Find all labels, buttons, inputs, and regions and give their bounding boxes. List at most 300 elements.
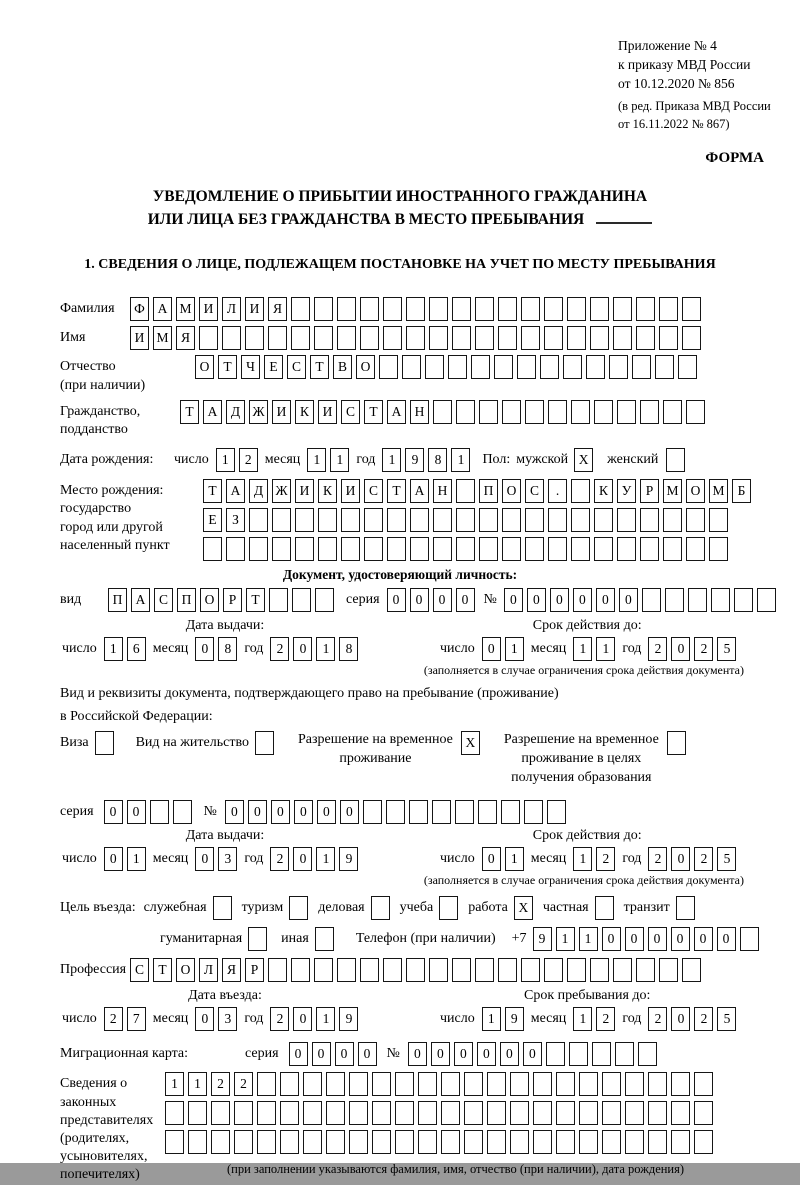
form-cell[interactable]: 0 (293, 1007, 312, 1031)
form-cell[interactable] (498, 958, 517, 982)
form-cell[interactable]: 0 (317, 800, 336, 824)
form-cell[interactable] (548, 508, 567, 532)
form-cell[interactable]: О (195, 355, 214, 379)
form-cell[interactable]: 0 (523, 1042, 542, 1066)
form-cell[interactable]: 8 (218, 637, 237, 661)
form-cell[interactable]: 0 (195, 637, 214, 661)
form-cell[interactable]: 0 (289, 1042, 308, 1066)
form-cell[interactable]: 0 (454, 1042, 473, 1066)
form-cell[interactable]: И (318, 400, 337, 424)
form-cell[interactable] (617, 537, 636, 561)
form-cell[interactable]: 0 (500, 1042, 519, 1066)
form-cell[interactable] (291, 297, 310, 321)
form-cell[interactable]: 3 (218, 1007, 237, 1031)
form-cell[interactable] (613, 958, 632, 982)
form-cell[interactable] (249, 508, 268, 532)
form-cell[interactable]: 0 (408, 1042, 427, 1066)
form-cell[interactable]: 0 (433, 588, 452, 612)
form-cell[interactable] (464, 1130, 483, 1154)
form-cell[interactable] (372, 1072, 391, 1096)
form-cell[interactable] (479, 537, 498, 561)
form-cell[interactable] (642, 588, 661, 612)
form-cell[interactable] (694, 1130, 713, 1154)
form-cell[interactable] (659, 326, 678, 350)
form-cell[interactable]: Р (640, 479, 659, 503)
form-cell[interactable] (571, 479, 590, 503)
form-cell[interactable] (213, 896, 232, 920)
form-cell[interactable]: О (502, 479, 521, 503)
form-cell[interactable] (571, 537, 590, 561)
form-cell[interactable]: 9 (339, 847, 358, 871)
form-cell[interactable]: 1 (573, 1007, 592, 1031)
form-cell[interactable] (95, 731, 114, 755)
form-cell[interactable]: Т (153, 958, 172, 982)
form-cell[interactable]: Я (176, 326, 195, 350)
form-cell[interactable]: 2 (270, 847, 289, 871)
form-cell[interactable]: 1 (505, 637, 524, 661)
form-cell[interactable] (379, 355, 398, 379)
form-cell[interactable] (544, 297, 563, 321)
form-cell[interactable]: С (130, 958, 149, 982)
form-cell[interactable] (456, 508, 475, 532)
form-cell[interactable] (280, 1101, 299, 1125)
form-cell[interactable] (395, 1130, 414, 1154)
form-cell[interactable] (579, 1101, 598, 1125)
form-cell[interactable]: 0 (312, 1042, 331, 1066)
form-cell[interactable]: 1 (505, 847, 524, 871)
form-cell[interactable] (659, 297, 678, 321)
form-cell[interactable] (452, 326, 471, 350)
form-cell[interactable] (272, 537, 291, 561)
form-cell[interactable]: К (295, 400, 314, 424)
form-cell[interactable]: 0 (477, 1042, 496, 1066)
form-cell[interactable]: С (364, 479, 383, 503)
form-cell[interactable]: 5 (717, 847, 736, 871)
form-cell[interactable] (740, 927, 759, 951)
form-cell[interactable] (613, 297, 632, 321)
form-cell[interactable] (487, 1072, 506, 1096)
form-cell[interactable]: 1 (482, 1007, 501, 1031)
form-cell[interactable] (609, 355, 628, 379)
temp-permit-checkbox[interactable] (461, 731, 480, 755)
form-cell[interactable] (452, 958, 471, 982)
form-cell[interactable]: 1 (127, 847, 146, 871)
form-cell[interactable] (269, 588, 288, 612)
form-cell[interactable] (671, 1072, 690, 1096)
form-cell[interactable] (510, 1101, 529, 1125)
form-cell[interactable] (636, 958, 655, 982)
form-cell[interactable]: 0 (410, 588, 429, 612)
form-cell[interactable] (602, 1101, 621, 1125)
form-cell[interactable] (625, 1072, 644, 1096)
form-cell[interactable] (590, 958, 609, 982)
form-cell[interactable]: Т (364, 400, 383, 424)
form-cell[interactable]: 0 (573, 588, 592, 612)
other-checkbox[interactable] (315, 927, 334, 951)
form-cell[interactable]: 2 (596, 847, 615, 871)
form-cell[interactable]: 1 (330, 448, 349, 472)
form-cell[interactable] (479, 400, 498, 424)
form-cell[interactable]: 2 (211, 1072, 230, 1096)
form-cell[interactable] (433, 400, 452, 424)
form-cell[interactable] (360, 958, 379, 982)
form-cell[interactable]: М (176, 297, 195, 321)
form-cell[interactable]: И (199, 297, 218, 321)
form-cell[interactable] (248, 927, 267, 951)
form-cell[interactable]: 0 (104, 800, 123, 824)
form-cell[interactable]: 2 (694, 637, 713, 661)
form-cell[interactable] (510, 1130, 529, 1154)
form-cell[interactable] (326, 1130, 345, 1154)
form-cell[interactable]: Я (268, 297, 287, 321)
form-cell[interactable] (494, 355, 513, 379)
form-cell[interactable] (640, 400, 659, 424)
form-cell[interactable]: 2 (648, 847, 667, 871)
form-cell[interactable]: 0 (127, 800, 146, 824)
form-cell[interactable]: 0 (293, 847, 312, 871)
form-cell[interactable]: 0 (648, 927, 667, 951)
form-cell[interactable] (429, 958, 448, 982)
form-cell[interactable] (291, 326, 310, 350)
form-cell[interactable] (640, 537, 659, 561)
form-cell[interactable] (586, 355, 605, 379)
form-cell[interactable]: Т (218, 355, 237, 379)
form-cell[interactable] (487, 1130, 506, 1154)
form-cell[interactable]: У (617, 479, 636, 503)
form-cell[interactable] (556, 1101, 575, 1125)
form-cell[interactable] (533, 1101, 552, 1125)
form-cell[interactable] (410, 537, 429, 561)
form-cell[interactable] (387, 508, 406, 532)
form-cell[interactable] (364, 508, 383, 532)
form-cell[interactable] (540, 355, 559, 379)
form-cell[interactable] (521, 958, 540, 982)
form-cell[interactable] (567, 297, 586, 321)
form-cell[interactable] (337, 297, 356, 321)
form-cell[interactable] (337, 326, 356, 350)
form-cell[interactable] (547, 800, 566, 824)
form-cell[interactable]: М (663, 479, 682, 503)
form-cell[interactable] (257, 1130, 276, 1154)
form-cell[interactable] (165, 1130, 184, 1154)
form-cell[interactable]: 0 (358, 1042, 377, 1066)
form-cell[interactable] (676, 896, 695, 920)
form-cell[interactable]: 2 (648, 637, 667, 661)
form-cell[interactable]: П (479, 479, 498, 503)
form-cell[interactable]: 2 (596, 1007, 615, 1031)
form-cell[interactable]: О (176, 958, 195, 982)
form-cell[interactable]: Ж (272, 479, 291, 503)
form-cell[interactable]: 5 (717, 637, 736, 661)
form-cell[interactable] (569, 1042, 588, 1066)
form-cell[interactable] (318, 537, 337, 561)
form-cell[interactable]: 1 (316, 1007, 335, 1031)
form-cell[interactable] (372, 1130, 391, 1154)
form-cell[interactable] (671, 1130, 690, 1154)
form-cell[interactable] (315, 927, 334, 951)
form-cell[interactable] (406, 297, 425, 321)
form-cell[interactable] (360, 297, 379, 321)
form-cell[interactable]: А (153, 297, 172, 321)
form-cell[interactable]: 3 (218, 847, 237, 871)
form-cell[interactable] (548, 537, 567, 561)
form-cell[interactable]: 0 (335, 1042, 354, 1066)
form-cell[interactable]: 0 (456, 588, 475, 612)
form-cell[interactable]: 0 (431, 1042, 450, 1066)
male-checkbox[interactable] (574, 448, 593, 472)
form-cell[interactable] (682, 297, 701, 321)
form-cell[interactable] (671, 1101, 690, 1125)
form-cell[interactable] (659, 958, 678, 982)
form-cell[interactable]: 0 (340, 800, 359, 824)
form-cell[interactable] (502, 508, 521, 532)
form-cell[interactable]: 1 (382, 448, 401, 472)
form-cell[interactable]: Е (203, 508, 222, 532)
form-cell[interactable]: 9 (533, 927, 552, 951)
form-cell[interactable]: И (295, 479, 314, 503)
form-cell[interactable] (590, 297, 609, 321)
form-cell[interactable] (498, 326, 517, 350)
form-cell[interactable] (636, 297, 655, 321)
form-cell[interactable] (617, 400, 636, 424)
form-cell[interactable] (341, 537, 360, 561)
form-cell[interactable]: 2 (239, 448, 258, 472)
form-cell[interactable]: П (108, 588, 127, 612)
form-cell[interactable] (734, 588, 753, 612)
form-cell[interactable] (595, 896, 614, 920)
form-cell[interactable] (372, 1101, 391, 1125)
form-cell[interactable] (432, 800, 451, 824)
form-cell[interactable] (455, 800, 474, 824)
form-cell[interactable]: 0 (596, 588, 615, 612)
form-cell[interactable]: 5 (717, 1007, 736, 1031)
form-cell[interactable] (371, 896, 390, 920)
form-cell[interactable] (464, 1072, 483, 1096)
form-cell[interactable] (406, 958, 425, 982)
form-cell[interactable] (694, 1101, 713, 1125)
form-cell[interactable]: 9 (339, 1007, 358, 1031)
form-cell[interactable]: 0 (294, 800, 313, 824)
form-cell[interactable] (268, 326, 287, 350)
form-cell[interactable]: 0 (619, 588, 638, 612)
form-cell[interactable]: 1 (188, 1072, 207, 1096)
form-cell[interactable]: М (709, 479, 728, 503)
form-cell[interactable] (567, 958, 586, 982)
form-cell[interactable] (173, 800, 192, 824)
form-cell[interactable]: И (341, 479, 360, 503)
form-cell[interactable] (525, 508, 544, 532)
form-cell[interactable]: 1 (165, 1072, 184, 1096)
form-cell[interactable]: 1 (573, 637, 592, 661)
form-cell[interactable]: 0 (195, 1007, 214, 1031)
form-cell[interactable] (640, 508, 659, 532)
form-cell[interactable] (433, 508, 452, 532)
form-cell[interactable] (757, 588, 776, 612)
form-cell[interactable]: А (131, 588, 150, 612)
form-cell[interactable] (295, 537, 314, 561)
form-cell[interactable]: В (333, 355, 352, 379)
form-cell[interactable] (383, 958, 402, 982)
form-cell[interactable]: X (514, 896, 533, 920)
form-cell[interactable] (268, 958, 287, 982)
form-cell[interactable]: Л (199, 958, 218, 982)
form-cell[interactable]: Д (226, 400, 245, 424)
form-cell[interactable]: 0 (482, 637, 501, 661)
form-cell[interactable] (464, 1101, 483, 1125)
form-cell[interactable] (510, 1072, 529, 1096)
form-cell[interactable] (655, 355, 674, 379)
form-cell[interactable] (475, 297, 494, 321)
form-cell[interactable] (409, 800, 428, 824)
form-cell[interactable]: 0 (248, 800, 267, 824)
form-cell[interactable] (602, 1130, 621, 1154)
form-cell[interactable] (709, 508, 728, 532)
form-cell[interactable] (326, 1101, 345, 1125)
form-cell[interactable]: 2 (234, 1072, 253, 1096)
form-cell[interactable]: 2 (694, 1007, 713, 1031)
form-cell[interactable] (471, 355, 490, 379)
form-cell[interactable]: Я (222, 958, 241, 982)
form-cell[interactable]: Н (410, 400, 429, 424)
form-cell[interactable] (314, 326, 333, 350)
form-cell[interactable]: С (525, 479, 544, 503)
form-cell[interactable] (563, 355, 582, 379)
form-cell[interactable] (199, 326, 218, 350)
form-cell[interactable]: 0 (625, 927, 644, 951)
form-cell[interactable] (615, 1042, 634, 1066)
form-cell[interactable] (617, 508, 636, 532)
form-cell[interactable]: О (200, 588, 219, 612)
tourism-checkbox[interactable] (289, 896, 308, 920)
form-cell[interactable]: Р (245, 958, 264, 982)
form-cell[interactable]: 0 (104, 847, 123, 871)
form-cell[interactable] (666, 448, 685, 472)
form-cell[interactable] (648, 1130, 667, 1154)
form-cell[interactable] (456, 400, 475, 424)
form-cell[interactable]: 1 (579, 927, 598, 951)
form-cell[interactable] (648, 1072, 667, 1096)
form-cell[interactable] (548, 400, 567, 424)
form-cell[interactable] (579, 1072, 598, 1096)
form-cell[interactable]: 7 (127, 1007, 146, 1031)
form-cell[interactable]: 0 (225, 800, 244, 824)
form-cell[interactable] (383, 297, 402, 321)
form-cell[interactable]: Ж (249, 400, 268, 424)
form-cell[interactable] (667, 731, 686, 755)
form-cell[interactable]: 0 (482, 847, 501, 871)
form-cell[interactable] (594, 400, 613, 424)
form-cell[interactable] (418, 1101, 437, 1125)
form-cell[interactable] (425, 355, 444, 379)
form-cell[interactable] (203, 537, 222, 561)
form-cell[interactable]: 0 (671, 637, 690, 661)
form-cell[interactable]: И (130, 326, 149, 350)
form-cell[interactable]: Ф (130, 297, 149, 321)
form-cell[interactable] (501, 800, 520, 824)
form-cell[interactable] (521, 297, 540, 321)
form-cell[interactable] (686, 400, 705, 424)
form-cell[interactable] (663, 537, 682, 561)
form-cell[interactable]: 0 (387, 588, 406, 612)
form-cell[interactable]: 1 (556, 927, 575, 951)
form-cell[interactable] (439, 896, 458, 920)
edu-permit-checkbox[interactable] (667, 731, 686, 755)
form-cell[interactable]: А (387, 400, 406, 424)
form-cell[interactable] (613, 326, 632, 350)
form-cell[interactable] (303, 1072, 322, 1096)
form-cell[interactable]: С (154, 588, 173, 612)
form-cell[interactable] (475, 958, 494, 982)
form-cell[interactable] (638, 1042, 657, 1066)
form-cell[interactable] (632, 355, 651, 379)
form-cell[interactable]: 2 (104, 1007, 123, 1031)
form-cell[interactable]: 1 (104, 637, 123, 661)
form-cell[interactable] (303, 1101, 322, 1125)
form-cell[interactable] (498, 297, 517, 321)
form-cell[interactable] (429, 326, 448, 350)
form-cell[interactable]: . (548, 479, 567, 503)
form-cell[interactable]: О (686, 479, 705, 503)
form-cell[interactable]: 0 (602, 927, 621, 951)
form-cell[interactable]: Д (249, 479, 268, 503)
form-cell[interactable] (291, 958, 310, 982)
form-cell[interactable] (663, 508, 682, 532)
form-cell[interactable] (318, 508, 337, 532)
form-cell[interactable]: 8 (339, 637, 358, 661)
form-cell[interactable]: С (287, 355, 306, 379)
form-cell[interactable]: 0 (717, 927, 736, 951)
form-cell[interactable] (314, 958, 333, 982)
form-cell[interactable] (694, 1072, 713, 1096)
form-cell[interactable] (326, 1072, 345, 1096)
form-cell[interactable]: 1 (307, 448, 326, 472)
form-cell[interactable] (533, 1130, 552, 1154)
form-cell[interactable] (433, 537, 452, 561)
form-cell[interactable]: Ч (241, 355, 260, 379)
form-cell[interactable] (349, 1130, 368, 1154)
form-cell[interactable]: И (272, 400, 291, 424)
form-cell[interactable]: 0 (504, 588, 523, 612)
form-cell[interactable]: Е (264, 355, 283, 379)
form-cell[interactable] (525, 537, 544, 561)
form-cell[interactable] (292, 588, 311, 612)
form-cell[interactable]: О (356, 355, 375, 379)
form-cell[interactable] (314, 297, 333, 321)
form-cell[interactable]: 0 (527, 588, 546, 612)
form-cell[interactable] (452, 297, 471, 321)
form-cell[interactable] (441, 1130, 460, 1154)
form-cell[interactable] (479, 508, 498, 532)
form-cell[interactable]: 0 (671, 847, 690, 871)
form-cell[interactable]: С (341, 400, 360, 424)
form-cell[interactable] (289, 896, 308, 920)
form-cell[interactable]: X (574, 448, 593, 472)
form-cell[interactable] (418, 1072, 437, 1096)
form-cell[interactable]: А (410, 479, 429, 503)
form-cell[interactable] (594, 537, 613, 561)
form-cell[interactable] (525, 400, 544, 424)
form-cell[interactable]: Н (433, 479, 452, 503)
form-cell[interactable]: 1 (573, 847, 592, 871)
form-cell[interactable]: 6 (127, 637, 146, 661)
form-cell[interactable]: 1 (451, 448, 470, 472)
humanitarian-checkbox[interactable] (248, 927, 267, 951)
form-cell[interactable] (524, 800, 543, 824)
form-cell[interactable]: К (318, 479, 337, 503)
form-cell[interactable]: Т (310, 355, 329, 379)
form-cell[interactable]: 0 (671, 927, 690, 951)
form-cell[interactable] (678, 355, 697, 379)
